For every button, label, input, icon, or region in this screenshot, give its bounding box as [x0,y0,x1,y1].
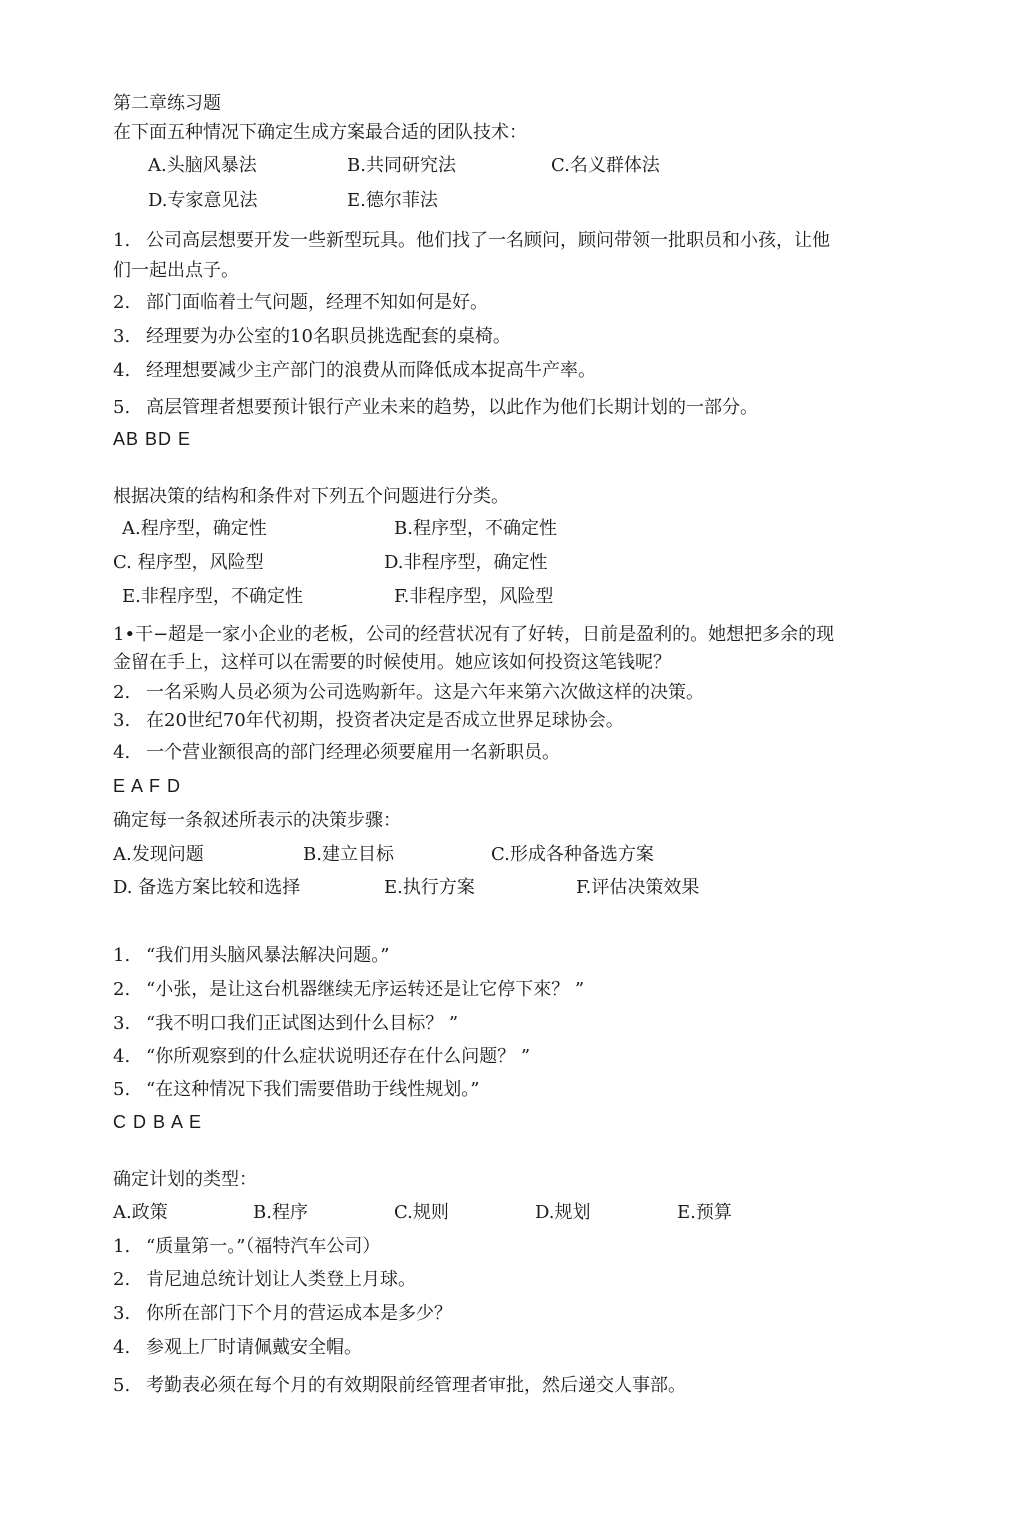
section3-item-2 [113,978,584,1002]
section4-option-c: C.规则 [394,1202,449,1223]
question-number: 3. [113,710,131,731]
question-text: 高层管理者想要预计银行产业未来的趋势，以此作为他们长期计划的一部分。 [146,397,758,418]
section3-answer: C D B A E [113,1112,203,1132]
section4-option-b: B.程序 [253,1202,308,1223]
item-text: “你所观察到的什么症状说明还存在什么问题？ ” [146,1046,531,1067]
section3-option-d: D. 备选方案比较和选择 [113,877,301,898]
item-number: 2. [113,1269,131,1290]
section2-question-4 [113,741,560,765]
section3-item-3 [113,1012,458,1036]
section1-answer: AB BD E [113,429,192,449]
question-number: 1. [113,230,131,251]
section2-option-c: C. 程序型，风险型 [113,552,264,573]
question-number: 2. [113,682,131,703]
section1-question-5 [113,396,758,420]
section2-question-1: 1•干−超是一家小企业的老板，公司的经营状况有了好转，日前是盈利的。她想把多余的现 [113,624,835,645]
section1-option-a: A.头脑风暴法 [148,155,257,176]
section3-option-f: F.评估决策效果 [576,877,700,898]
section4-item-4 [113,1336,362,1360]
section3-prompt: 确定每一条叙述所表示的决策步骤： [113,810,401,831]
section3-item-4 [113,1045,530,1069]
item-text: 考勤表必须在每个月的有效期限前经管理者审批，然后递交人事部。 [146,1375,686,1396]
item-number: 3. [113,1303,131,1324]
section3-option-a: A.发现问题 [113,844,204,865]
section2-option-b: B.程序型，不确定性 [394,518,557,539]
section3-option-c: C.形成各种备选方案 [491,844,654,865]
section3-item-1 [113,944,389,968]
item-text: “我不明口我们正试图达到什么目标？ ” [146,1013,459,1034]
item-text: “质量第一。”（福特汽车公司） [146,1236,381,1257]
section1-option-b: B.共同研究法 [347,155,456,176]
section1-question-2 [113,291,488,315]
item-text: “我们用头脑风暴法解决问题。” [146,945,390,966]
section1-question-4 [113,359,596,383]
section2-option-a: A.程序型，确定性 [122,518,267,539]
item-text: “在这种情况下我们需要借助于线性规划。” [146,1079,480,1100]
section3-option-b: B.建立目标 [303,844,394,865]
question-number: 3. [113,326,131,347]
section1-option-d: D.专家意见法 [148,190,258,211]
section2-question-1-cont: 金留在手上，这样可以在需要的时候使用。她应该如何投资这笔钱呢？ [113,652,671,673]
item-number: 5. [113,1079,131,1100]
question-text: 经理想要减少主产部门的浪费从而降低成本捉高牛产率。 [146,360,596,381]
section1-prompt: 在下面五种情况下确定生成方案最合适的团队技术： [113,122,527,143]
section2-prompt: 根据决策的结构和条件对下列五个问题进行分类。 [113,486,509,507]
question-number: 4. [113,742,131,763]
item-number: 3. [113,1013,131,1034]
item-number: 2. [113,979,131,1000]
question-number: 5. [113,397,131,418]
item-text: 参观上厂时请佩戴安全帽。 [146,1337,362,1358]
section1-question-3 [113,325,511,349]
item-number: 5. [113,1375,131,1396]
section2-option-d: D.非程序型，确定性 [384,552,548,573]
section1-question-1-cont: 们一起出点子。 [113,260,239,281]
question-text: 部门面临着士气问题，经理不知如何是好。 [146,292,488,313]
section4-item-2 [113,1268,416,1292]
section1-option-c: C.名义群体法 [551,155,660,176]
question-text: 经理要为办公室的10名职员挑选配套的桌椅。 [146,326,511,347]
section2-question-2 [113,681,704,705]
question-text: 一个营业额很高的部门经理必须要雇用一名新职员。 [146,742,560,763]
question-number: 4. [113,360,131,381]
item-text: 你所在部门下个月的营运成本是多少？ [146,1303,452,1324]
section2-option-f: F.非程序型，风险型 [394,586,554,607]
section3-item-5 [113,1078,479,1102]
question-text: 在20世纪70年代初期，投资者决定是否成立世界足球协会。 [146,710,624,731]
section3-option-e: E.执行方案 [384,877,475,898]
section2-option-e: E.非程序型，不确定性 [122,586,303,607]
section4-prompt: 确定计划的类型： [113,1169,257,1190]
item-text: “小张，是让这台机器继续无序运转还是让它停下來？ ” [146,979,585,1000]
section1-option-e: E.德尔菲法 [347,190,438,211]
section1-question-1 [113,229,830,253]
section2-question-3 [113,709,624,733]
item-number: 1. [113,1236,131,1257]
item-number: 4. [113,1046,131,1067]
section4-option-a: A.政策 [113,1202,168,1223]
question-text: 公司高层想要开发一些新型玩具。他们找了一名顾问，顾问带领一批职员和小孩，让他 [146,230,830,251]
section4-item-1 [113,1235,380,1259]
page-title: 第二章练习题 [113,93,221,114]
question-text: 一名采购人员必须为公司选购新年。这是六年来第六次做这样的决策。 [146,682,704,703]
section2-answer: E A F D [113,776,182,796]
section4-option-d: D.规划 [535,1202,591,1223]
question-number: 2. [113,292,131,313]
section4-item-5 [113,1374,686,1398]
item-number: 1. [113,945,131,966]
item-number: 4. [113,1337,131,1358]
section4-option-e: E.预算 [677,1202,732,1223]
item-text: 肯尼迪总统计划让人类登上月球。 [146,1269,416,1290]
section4-item-3 [113,1302,452,1326]
